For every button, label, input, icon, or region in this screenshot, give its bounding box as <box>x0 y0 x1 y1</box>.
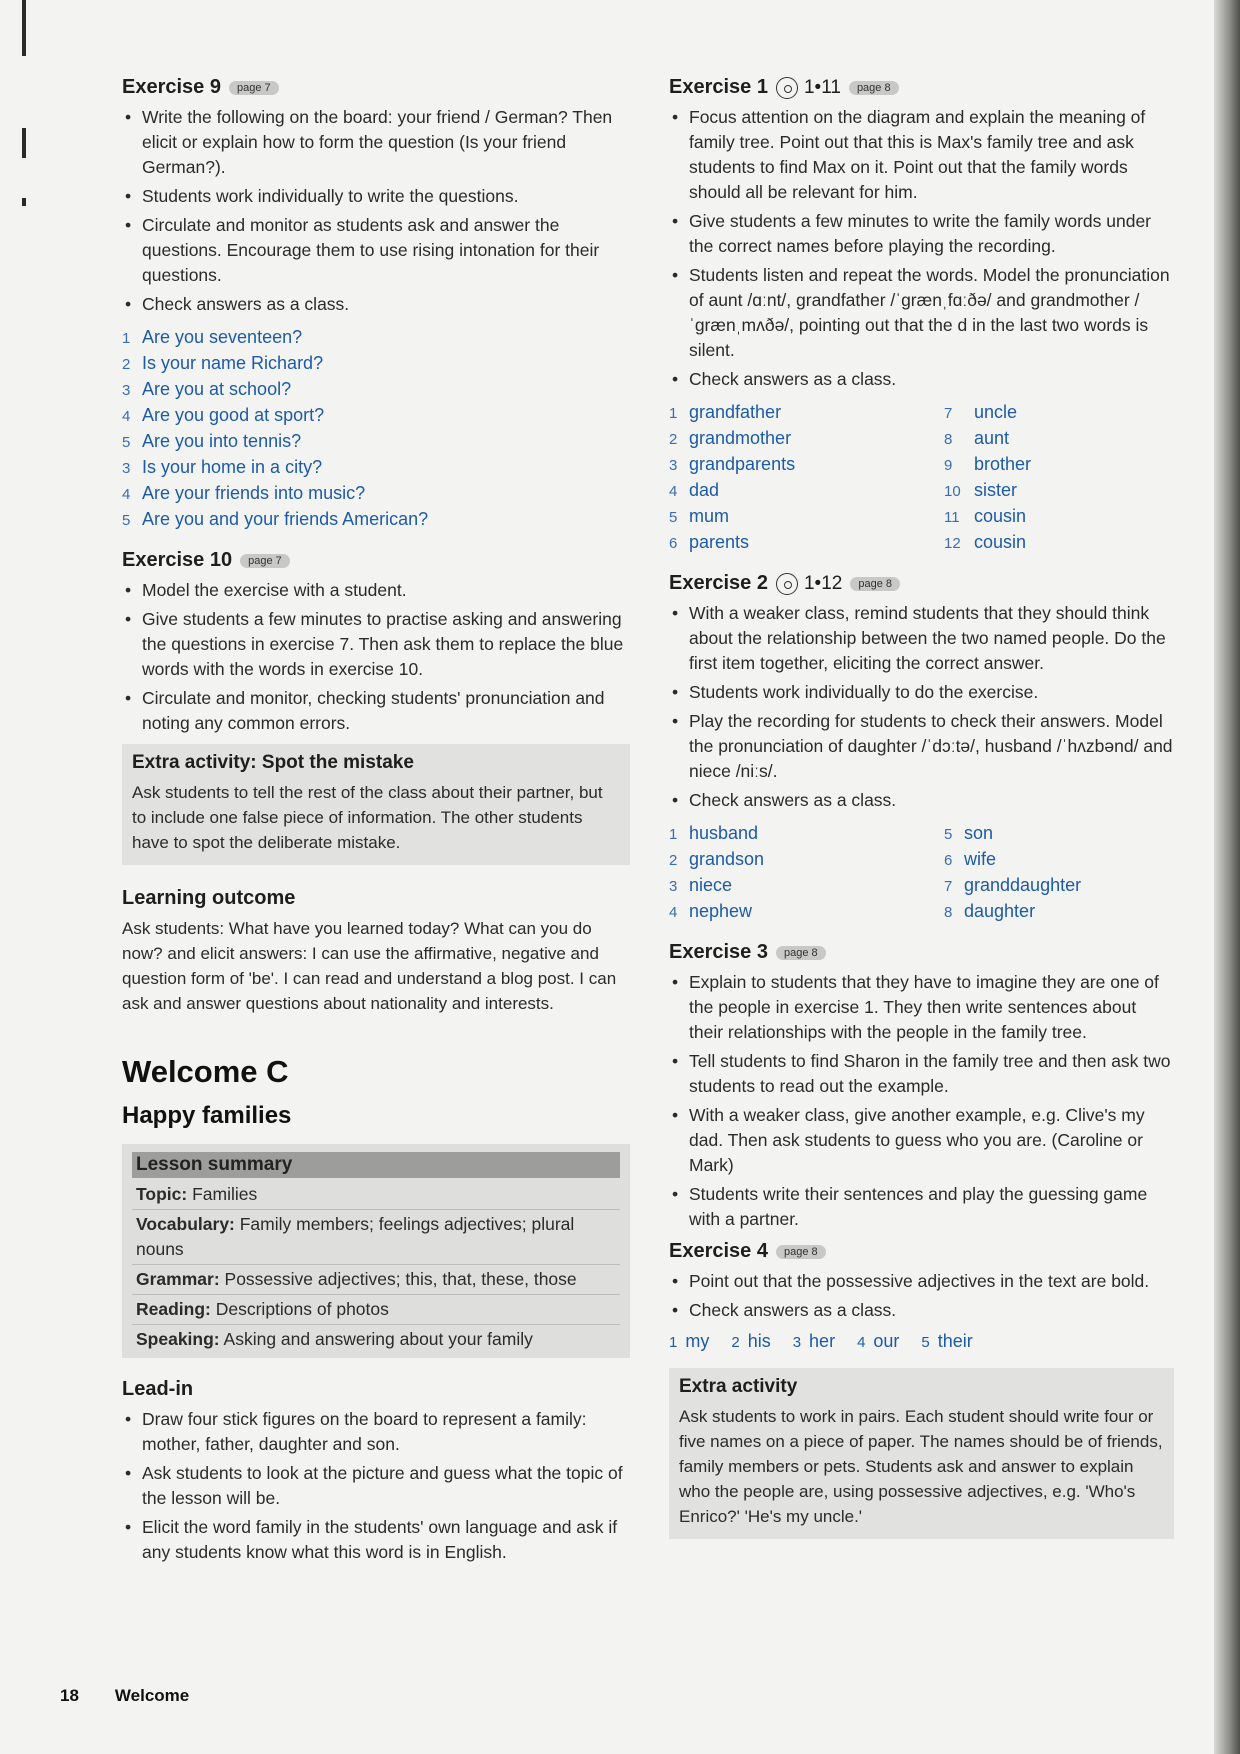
answer-item <box>669 504 944 530</box>
answer-text: grandson <box>689 849 765 869</box>
summary-header: Lesson summary <box>132 1152 620 1178</box>
instruction-item: • Check answers as a class. <box>122 292 630 317</box>
answer-item <box>731 1331 770 1352</box>
answer-number: 2 <box>669 852 678 869</box>
answer-item <box>669 821 944 847</box>
answer-number: 3 <box>122 460 131 477</box>
summary-row <box>132 1325 620 1354</box>
cd-icon <box>776 573 798 595</box>
answer-text: cousin <box>974 532 1027 552</box>
instruction-item: • Point out that the possessive adjectives in the text are bold. <box>669 1269 1174 1294</box>
answer-item <box>944 530 1174 556</box>
instruction-list <box>122 1407 630 1565</box>
instruction-list <box>669 601 1174 813</box>
instruction-list <box>669 1269 1174 1323</box>
instruction-item: • Students work individually to write the questions. <box>122 184 630 209</box>
unit-title: Welcome C <box>122 1054 289 1089</box>
answer-text: mum <box>689 506 729 526</box>
answer-number: 1 <box>669 405 678 422</box>
exercise-title: Exercise 9 <box>122 76 221 98</box>
section-heading: Learning outcome <box>122 887 296 909</box>
binding-mark <box>22 198 26 206</box>
answer-number: 5 <box>944 826 953 843</box>
instruction-item: • Give students a few minutes to write the family words under the correct names before playing the recording. <box>669 209 1174 259</box>
answer-column <box>944 821 1174 925</box>
answer-item <box>669 478 944 504</box>
answer-number: 6 <box>944 852 953 869</box>
binding-mark <box>22 0 26 56</box>
exercise-heading <box>669 572 1174 595</box>
answer-text: brother <box>974 454 1032 474</box>
answer-text: their <box>937 1331 973 1351</box>
answer-number: 3 <box>669 457 678 474</box>
instruction-list <box>669 105 1174 392</box>
answer-item <box>944 452 1174 478</box>
answer-item <box>122 351 630 377</box>
answer-item <box>122 377 630 403</box>
answer-number: 2 <box>122 356 131 373</box>
answer-item <box>944 899 1174 925</box>
answer-text: Are you into tennis? <box>142 431 302 451</box>
exercise-heading <box>669 1240 1174 1263</box>
answer-text: son <box>964 823 994 843</box>
summary-value: Possessive adjectives; this, that, these, those <box>219 1269 577 1289</box>
instruction-item: • Play the recording for students to check their answers. Model the pronunciation of daughter /ˈdɔːtə/, husband /ˈhʌzbənd/ and niece /niːs/. <box>669 709 1174 784</box>
answer-text: grandparents <box>689 454 796 474</box>
answer-item <box>122 403 630 429</box>
answer-text: Is your name Richard? <box>142 353 324 373</box>
answer-number: 8 <box>944 431 953 448</box>
answer-text: Are you seventeen? <box>142 327 303 347</box>
page-reference-badge: page 8 <box>850 577 900 591</box>
answer-text: uncle <box>974 402 1018 422</box>
page-edge-shadow <box>1214 0 1240 1754</box>
answer-item <box>944 873 1174 899</box>
page-footer <box>60 1686 189 1706</box>
audio-track-number: 1•12 <box>803 572 843 594</box>
section-heading: Lead-in <box>122 1378 194 1400</box>
audio-track-number: 1•11 <box>803 76 841 98</box>
answer-text: daughter <box>964 901 1036 921</box>
answer-key <box>669 1331 1174 1352</box>
instruction-item: • With a weaker class, give another example, e.g. Clive's my dad. Then ask students to guess who you are. (Caroline or Mark) <box>669 1103 1174 1178</box>
instruction-item: • Ask students to look at the picture and guess what the topic of the lesson will be. <box>122 1461 630 1511</box>
instruction-item: • Focus attention on the diagram and explain the meaning of family tree. Point out that this is Max's family tree and ask students to find Max on it. Point out that the family words should all be relevant for him. <box>669 105 1174 205</box>
instruction-item: • Students write their sentences and play the guessing game with a partner. <box>669 1182 1174 1232</box>
answer-text: aunt <box>974 428 1010 448</box>
summary-key: Topic: <box>136 1184 188 1204</box>
exercise-10 <box>122 549 630 736</box>
answer-number: 5 <box>669 509 678 526</box>
answer-column <box>944 400 1174 556</box>
answer-number: 7 <box>944 405 953 422</box>
answer-item <box>669 452 944 478</box>
summary-key: Vocabulary: <box>136 1214 235 1234</box>
answer-item <box>793 1331 835 1352</box>
answer-item <box>669 847 944 873</box>
page-reference-badge: page 8 <box>849 81 899 95</box>
answer-number: 3 <box>669 878 678 895</box>
answer-text: granddaughter <box>964 875 1082 895</box>
exercise-title: Exercise 4 <box>669 1240 768 1262</box>
instruction-item: • Check answers as a class. <box>669 367 1174 392</box>
answer-number: 11 <box>944 509 960 526</box>
answer-number: 3 <box>122 382 131 399</box>
section-name: Welcome <box>114 1686 190 1705</box>
instruction-list <box>669 970 1174 1232</box>
box-text: Ask students to work in pairs. Each student should write four or five names on a piece of paper. The names should be of friends, family members or pets. Students ask and answer to explain who the people are, using possessive adjectives, e.g. 'Who's Enrico?' 'He's my uncle.' <box>679 1407 1163 1526</box>
instruction-item: • Check answers as a class. <box>669 1298 1174 1323</box>
summary-row <box>132 1265 620 1295</box>
page-reference-badge: page 8 <box>776 1245 826 1259</box>
answer-item <box>669 1331 709 1352</box>
exercise-3 <box>669 941 1174 1232</box>
summary-key: Reading: <box>136 1299 211 1319</box>
summary-value: Asking and answering about your family <box>219 1329 533 1349</box>
audio-track <box>776 573 842 595</box>
summary-key: Grammar: <box>136 1269 220 1289</box>
answer-number: 4 <box>122 408 131 425</box>
instruction-item: • Tell students to find Sharon in the family tree and then ask two students to read out the example. <box>669 1049 1174 1099</box>
answer-number: 5 <box>921 1334 930 1351</box>
exercise-heading <box>122 549 630 572</box>
exercise-1 <box>669 76 1174 556</box>
answer-number: 5 <box>122 434 131 451</box>
answer-column <box>669 400 944 556</box>
right-column <box>669 76 1174 1561</box>
answer-key <box>122 325 630 533</box>
instruction-item: • Model the exercise with a student. <box>122 578 630 603</box>
exercise-title: Exercise 10 <box>122 549 233 571</box>
answer-text: Are you at school? <box>142 379 292 399</box>
page-reference-badge: page 7 <box>240 554 290 568</box>
answer-number: 9 <box>944 457 953 474</box>
instruction-list <box>122 105 630 317</box>
answer-number: 5 <box>122 512 131 529</box>
answer-key <box>669 821 1174 925</box>
exercise-9 <box>122 76 630 533</box>
answer-item <box>669 899 944 925</box>
answer-number: 3 <box>792 1334 802 1351</box>
left-column <box>122 76 630 1573</box>
answer-item <box>122 429 630 455</box>
answer-text: Are you good at sport? <box>142 405 325 425</box>
answer-key <box>669 400 1174 556</box>
answer-item <box>857 1331 899 1352</box>
answer-number: 1 <box>669 826 678 843</box>
answer-item <box>944 426 1174 452</box>
instruction-item: • Write the following on the board: your friend / German? Then elicit or explain how to form the question (Is your friend German?). <box>122 105 630 180</box>
answer-number: 4 <box>669 904 678 921</box>
answer-number: 4 <box>669 483 678 500</box>
answer-number: 7 <box>944 878 953 895</box>
exercise-title: Exercise 1 <box>669 76 768 98</box>
extra-activity-box <box>669 1368 1174 1539</box>
answer-number: 2 <box>669 431 678 448</box>
summary-row <box>132 1295 620 1325</box>
summary-value: Family members; feelings adjectives; plural nouns <box>136 1214 575 1259</box>
answer-number: 10 <box>944 483 961 500</box>
answer-text: parents <box>689 532 750 552</box>
exercise-title: Exercise 2 <box>669 572 768 594</box>
answer-item <box>669 530 944 556</box>
answer-item <box>669 426 944 452</box>
box-title: Extra activity: Spot the mistake <box>132 752 414 773</box>
answer-text: husband <box>689 823 759 843</box>
answer-item <box>669 400 944 426</box>
learning-outcome <box>122 887 630 1016</box>
answer-number: 1 <box>122 330 131 347</box>
answer-number: 12 <box>944 535 961 552</box>
answer-text: cousin <box>974 506 1027 526</box>
lesson-summary-table <box>122 1144 630 1358</box>
box-text: Ask students to tell the rest of the class about their partner, but to include one false piece of information. The other students have to spot the deliberate mistake. <box>132 783 603 852</box>
answer-number: 8 <box>944 904 953 921</box>
answer-text: Is your home in a city? <box>142 457 323 477</box>
exercise-title: Exercise 3 <box>669 941 768 963</box>
answer-item <box>944 821 1174 847</box>
answer-text: wife <box>964 849 997 869</box>
instruction-list <box>122 578 630 736</box>
answer-item <box>122 455 630 481</box>
page-number: 18 <box>60 1686 79 1705</box>
answer-text: my <box>685 1331 710 1351</box>
answer-number: 4 <box>122 486 131 503</box>
answer-text: dad <box>689 480 720 500</box>
instruction-item: • Elicit the word family in the students' own language and ask if any students know what this word is in English. <box>122 1515 630 1565</box>
answer-text: niece <box>689 875 733 895</box>
summary-value: Families <box>187 1184 258 1204</box>
answer-text: grandfather <box>689 402 782 422</box>
page-reference-badge: page 8 <box>776 946 826 960</box>
answer-item <box>944 400 1174 426</box>
exercise-heading <box>669 76 1174 99</box>
summary-row <box>132 1180 620 1210</box>
instruction-item: • Students listen and repeat the words. Model the pronunciation of aunt /ɑːnt/, grandfather /ˈɡrænˌfɑːðə/ and grandmother /ˈɡrænˌmʌðə/, pointing out that the d in the last two words is silent. <box>669 263 1174 363</box>
answer-item <box>944 478 1174 504</box>
answer-item <box>669 873 944 899</box>
audio-track <box>776 77 841 99</box>
instruction-item: • Explain to students that they have to imagine they are one of the people in exercise 1. They then write sentences about their relationships with the people in the family tree. <box>669 970 1174 1045</box>
answer-text: Are you and your friends American? <box>142 509 429 529</box>
answer-number: 2 <box>731 1334 740 1351</box>
answer-text: his <box>747 1331 771 1351</box>
answer-item <box>921 1331 972 1352</box>
instruction-item: • Draw four stick figures on the board to represent a family: mother, father, daughter and son. <box>122 1407 630 1457</box>
box-title: Extra activity <box>679 1376 798 1397</box>
exercise-heading <box>669 941 1174 964</box>
answer-number: 4 <box>857 1334 866 1351</box>
instruction-item: • With a weaker class, remind students that they should think about the relationship between the two named people. Do the first item together, eliciting the correct answer. <box>669 601 1174 676</box>
answer-text: her <box>809 1331 836 1351</box>
exercise-4 <box>669 1240 1174 1352</box>
answer-item <box>122 507 630 533</box>
answer-item <box>122 481 630 507</box>
answer-text: Are your friends into music? <box>142 483 366 503</box>
summary-value: Descriptions of photos <box>210 1299 389 1319</box>
instruction-item: • Circulate and monitor as students ask and answer the questions. Encourage them to use rising intonation for their questions. <box>122 213 630 288</box>
instruction-item: • Students work individually to do the exercise. <box>669 680 1174 705</box>
answer-item <box>122 325 630 351</box>
learning-outcome-text: Ask students: What have you learned today? What can you do now? and elicit answers: I can use the affirmative, negative and question form of 'be'. I can read and understand a blog post. I can ask and answer questions about nationality and interests. <box>122 919 617 1013</box>
answer-column <box>669 821 944 925</box>
cd-icon <box>776 77 798 99</box>
answer-number: 1 <box>669 1334 678 1351</box>
answer-text: our <box>873 1331 900 1351</box>
answer-item <box>944 504 1174 530</box>
answer-text: sister <box>974 480 1018 500</box>
instruction-item: • Give students a few minutes to practise asking and answering the questions in exercise 7. Then ask them to replace the blue words with the words in exercise 10. <box>122 607 630 682</box>
answer-number: 6 <box>669 535 678 552</box>
binding-mark <box>22 128 26 158</box>
extra-activity-box <box>122 744 630 865</box>
exercise-2 <box>669 572 1174 925</box>
lead-in <box>122 1378 630 1565</box>
answer-item <box>944 847 1174 873</box>
lesson-title: Happy families <box>122 1102 292 1129</box>
summary-key: Speaking: <box>136 1329 220 1349</box>
answer-text: nephew <box>689 901 753 921</box>
instruction-item: • Check answers as a class. <box>669 788 1174 813</box>
answer-text: grandmother <box>689 428 792 448</box>
summary-row <box>132 1210 620 1265</box>
page-reference-badge: page 7 <box>229 81 279 95</box>
instruction-item: • Circulate and monitor, checking students' pronunciation and noting any common errors. <box>122 686 630 736</box>
exercise-heading <box>122 76 630 99</box>
